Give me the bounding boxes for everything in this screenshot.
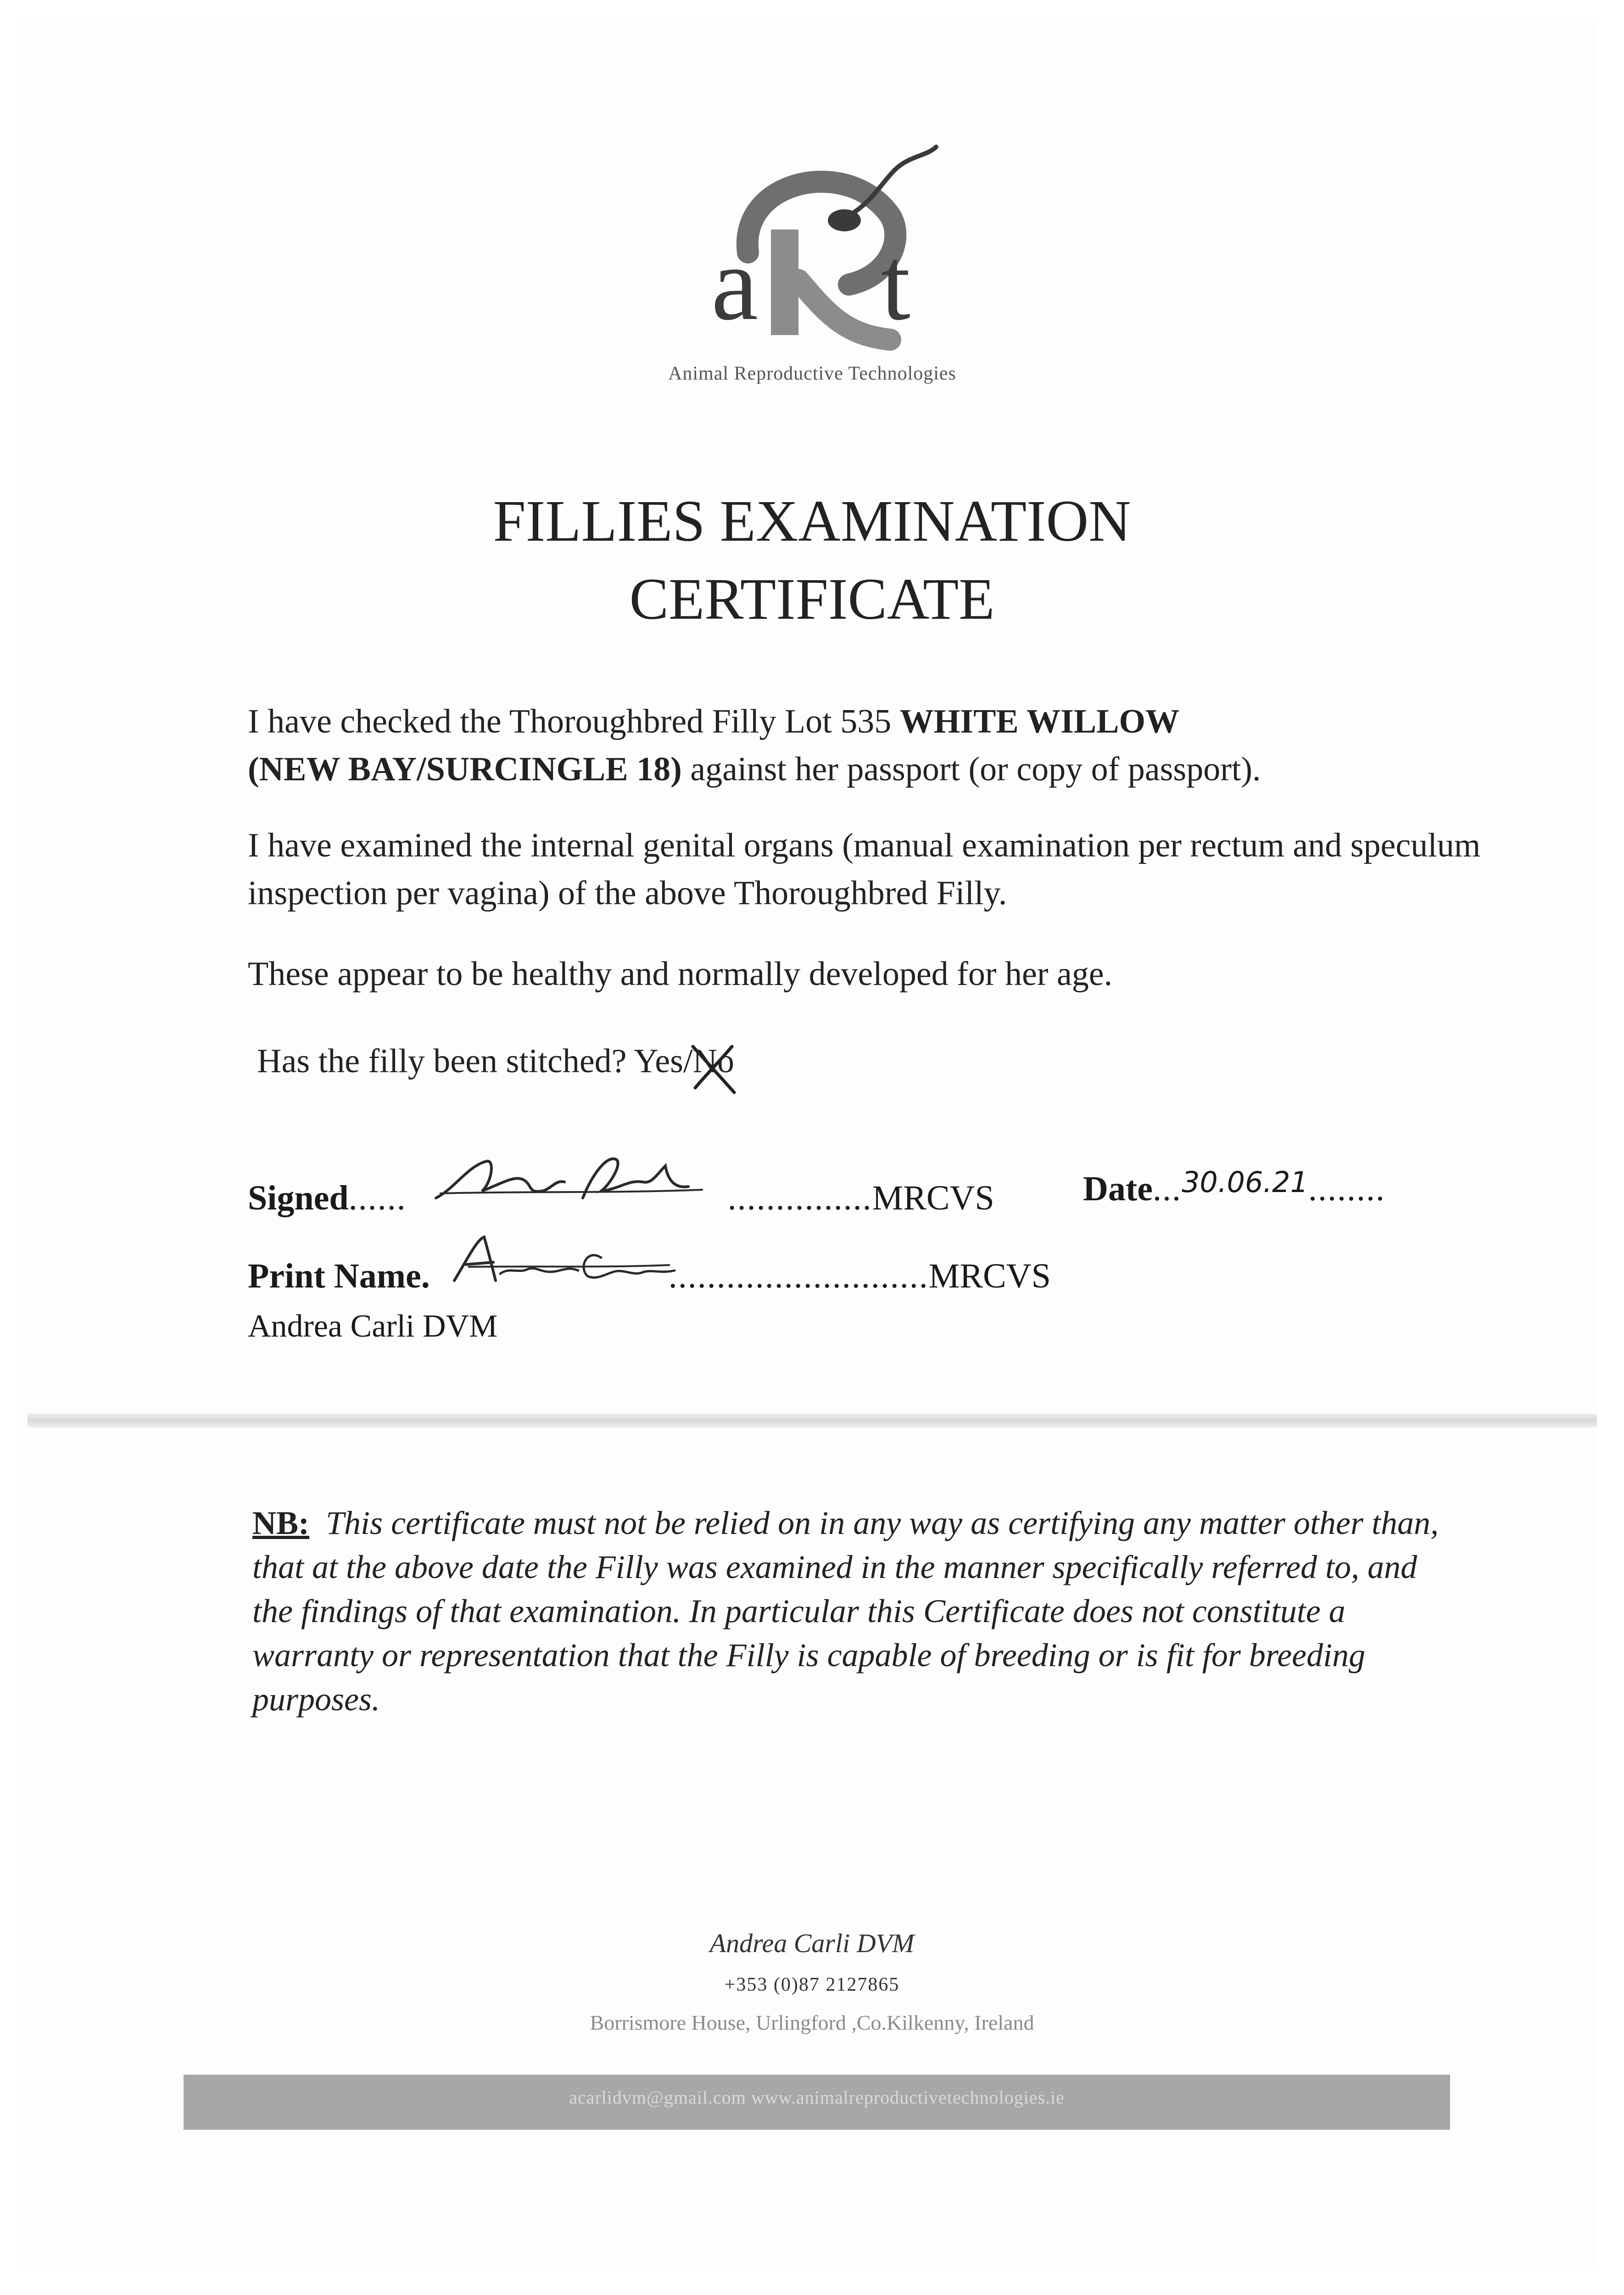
disclaimer-note bbox=[252, 1501, 1445, 1721]
horse-name: WHITE WILLOW bbox=[899, 703, 1180, 740]
para1-prefix: I have checked the Thoroughbred Filly Lot 535 bbox=[248, 703, 900, 740]
footer-contact: acarlidvm@gmail.com www.animalreproductivetechnologies.ie bbox=[569, 2087, 1065, 2108]
date-label: Date bbox=[1083, 1170, 1153, 1208]
certificate-title-line2: CERTIFICATE bbox=[629, 566, 995, 632]
para1-suffix: against her passport (or copy of passport). bbox=[681, 750, 1261, 788]
svg-text:a: a bbox=[711, 225, 759, 342]
print-name-mrcvs: MRCVS bbox=[928, 1257, 1051, 1295]
svg-text:t: t bbox=[881, 225, 910, 342]
print-name-label: Print Name. bbox=[248, 1257, 430, 1295]
date-dots-after: ........ bbox=[1308, 1170, 1386, 1208]
footer-contact-band bbox=[184, 2075, 1450, 2130]
filly-identification-paragraph bbox=[248, 698, 1487, 793]
certificate-title-line1: FILLIES EXAMINATION bbox=[493, 488, 1131, 554]
handwritten-name-icon bbox=[450, 1230, 688, 1290]
horse-pedigree: (NEW BAY/SURCINGLE 18) bbox=[248, 750, 682, 788]
art-logo-icon bbox=[633, 138, 991, 358]
date-value: 30.06.21 bbox=[1181, 1165, 1309, 1199]
footer-address: Borrismore House, Urlingford ,Co.Kilkenny, Ireland bbox=[590, 2011, 1034, 2034]
footer-name: Andrea Carli DVM bbox=[709, 1928, 915, 1958]
company-logo bbox=[633, 138, 991, 395]
findings-paragraph: These appear to be healthy and normally developed for her age. bbox=[248, 955, 1113, 993]
signed-dots-before: ...... bbox=[348, 1179, 407, 1217]
typed-name: Andrea Carli DVM bbox=[248, 1309, 498, 1344]
logo-tagline: Animal Reproductive Technologies bbox=[668, 363, 956, 384]
cross-out-mark-icon bbox=[688, 1037, 739, 1097]
stitched-no-option bbox=[693, 1037, 734, 1085]
signed-label: Signed bbox=[248, 1179, 349, 1217]
print-name-dots: ........................... bbox=[668, 1257, 929, 1295]
signed-dots-after: ............... bbox=[727, 1179, 872, 1217]
footer-phone: +353 (0)87 2127865 bbox=[724, 1974, 900, 1995]
signature-icon bbox=[427, 1148, 720, 1212]
stitched-question bbox=[257, 1037, 1496, 1085]
date-dots-before: ... bbox=[1152, 1170, 1182, 1208]
examination-paragraph: I have examined the internal genital organs (manual examination per rectum and speculum inspection per vagina) of the above Thoroughbred Filly. bbox=[248, 827, 1481, 912]
date-line bbox=[1083, 1166, 1385, 1214]
signed-mrcvs: MRCVS bbox=[872, 1179, 994, 1217]
stitched-no-text: No bbox=[692, 1042, 734, 1080]
nb-label: NB: bbox=[252, 1505, 309, 1541]
nb-text: This certificate must not be relied on in any way as certifying any matter other than, that at the above date the Filly was examined in the manner specifically referred to, and the findings of that examination. In particular this Certificate does not constitute a warranty or representation that the Filly is capable of breeding or is fit for breeding purposes. bbox=[252, 1505, 1439, 1718]
page-divider bbox=[28, 1414, 1597, 1427]
stitched-question-text: Has the filly been stitched? Yes/ bbox=[257, 1042, 693, 1080]
